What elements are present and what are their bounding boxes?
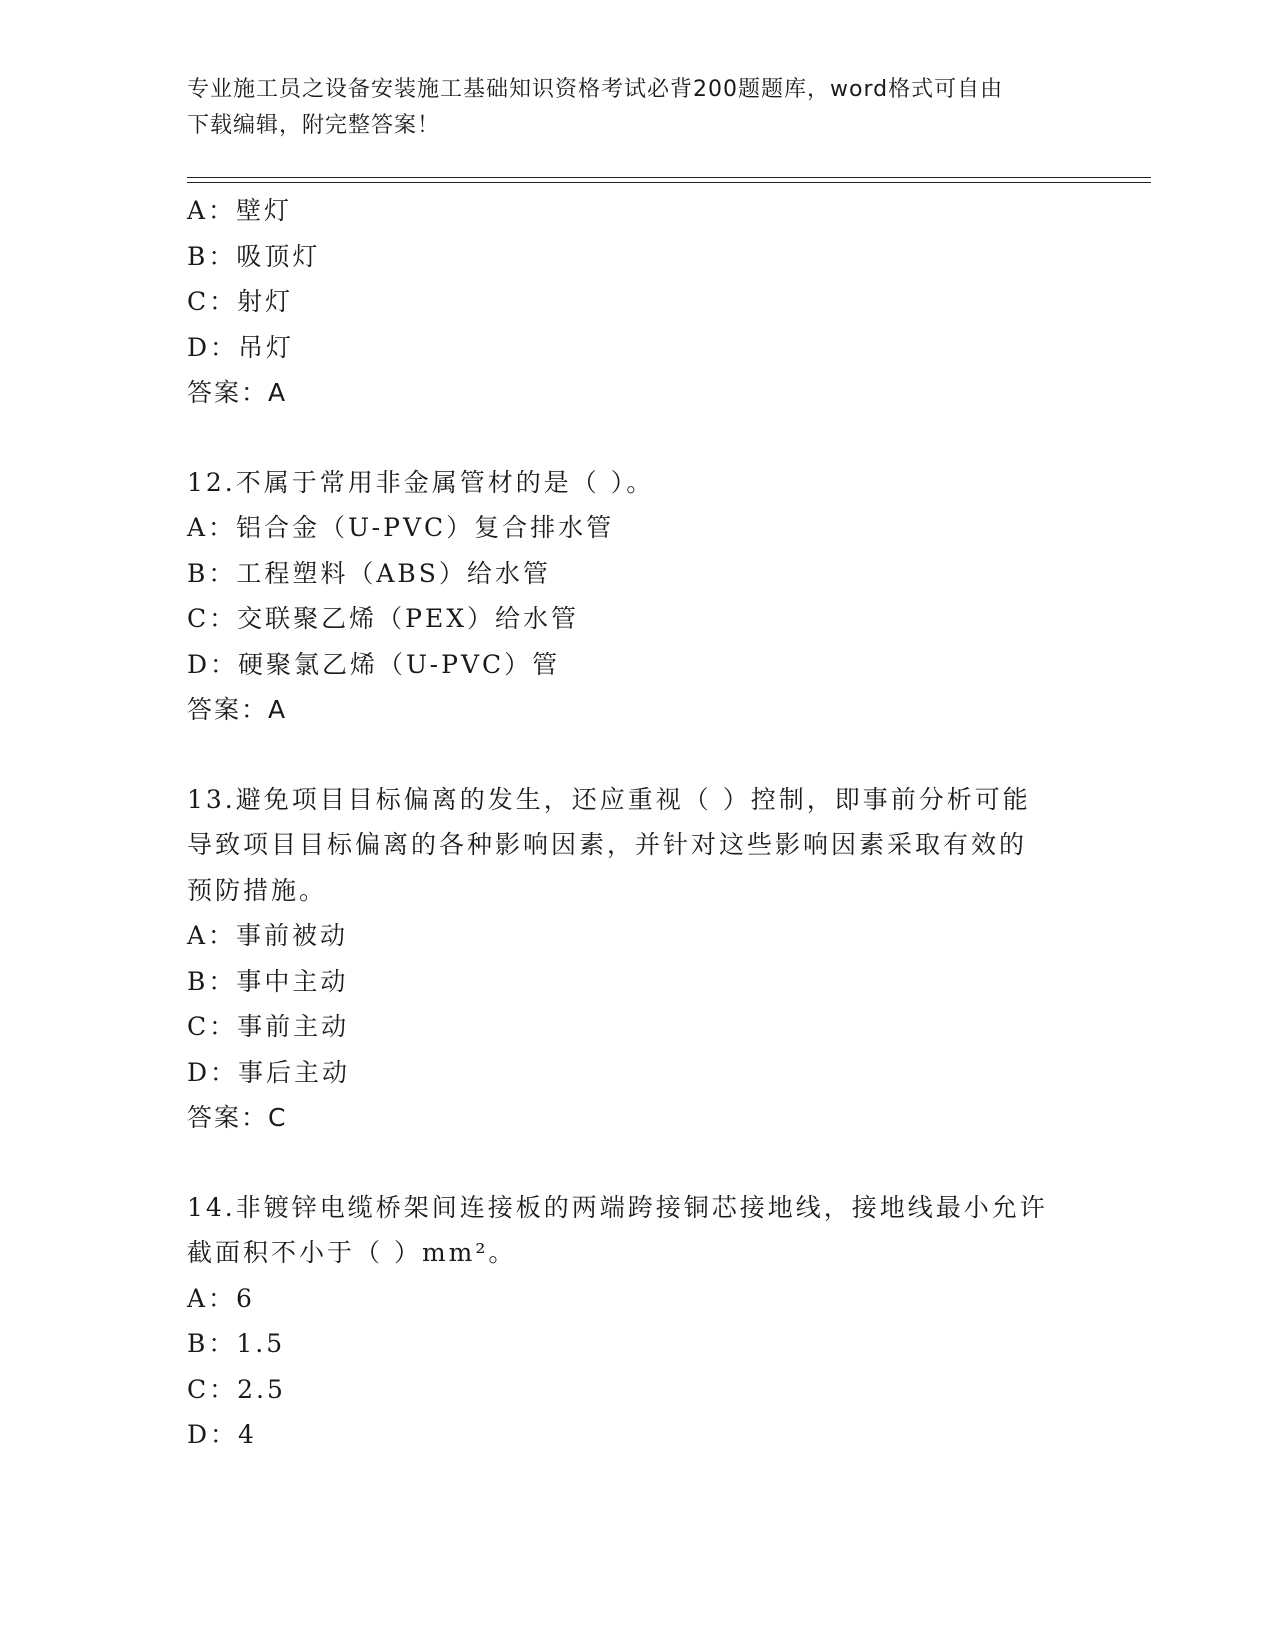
option-b: B：工程塑料（ABS）给水管 [187, 558, 551, 588]
question-13 [187, 777, 1087, 1141]
option-c: C：2.5 [187, 1374, 286, 1404]
option-d: D：硬聚氯乙烯（U-PVC）管 [187, 649, 561, 679]
question-12 [187, 460, 1087, 733]
option-d: D：吊灯 [187, 332, 295, 362]
question-spacer [187, 733, 1087, 777]
question-stem-line-2: 导致项目目标偏离的各种影响因素，并针对这些影响因素采取有效的 [187, 830, 1028, 859]
answer: 答案：A [187, 378, 288, 407]
option-a: A：事前被动 [187, 921, 349, 950]
question-stem-line-2: 截面积不小于（ ）mm²。 [187, 1238, 517, 1267]
question-content [187, 188, 1087, 1458]
answer: 答案：A [187, 695, 288, 724]
option-b: B：事中主动 [187, 966, 349, 996]
question-spacer [187, 1141, 1087, 1185]
question-11 [187, 188, 1087, 416]
question-14 [187, 1185, 1087, 1458]
option-c: C：事前主动 [187, 1012, 350, 1041]
option-a: A：6 [187, 1283, 255, 1313]
option-d: D：4 [187, 1420, 257, 1449]
option-d: D：事后主动 [187, 1057, 351, 1087]
option-c: C：交联聚乙烯（PEX）给水管 [187, 604, 579, 633]
question-stem: 12.不属于常用非金属管材的是（ ）。 [187, 467, 655, 497]
header-divider-top [187, 177, 1151, 178]
option-c: C：射灯 [187, 287, 294, 316]
option-a: A：铝合金（U-PVC）复合排水管 [187, 513, 615, 542]
question-stem-line-1: 13.避免项目目标偏离的发生，还应重视（ ）控制，即事前分析可能 [187, 784, 1031, 814]
header-divider-bottom [187, 182, 1151, 183]
question-stem-line-1: 14.非镀锌电缆桥架间连接板的两端跨接铜芯接地线，接地线最小允许 [187, 1192, 1048, 1222]
header-line-2: 下载编辑，附完整答案！ [187, 113, 441, 138]
option-b: B：吸顶灯 [187, 241, 321, 271]
answer: 答案：C [187, 1103, 288, 1132]
option-b: B：1.5 [187, 1329, 286, 1358]
header-line-1: 专业施工员之设备安装施工基础知识资格考试必背200题题库，word格式可自由 [187, 77, 1004, 102]
question-stem-line-3: 预防措施。 [187, 875, 328, 905]
document-header [187, 72, 1067, 144]
option-a: A：壁灯 [187, 196, 293, 225]
question-spacer [187, 416, 1087, 460]
